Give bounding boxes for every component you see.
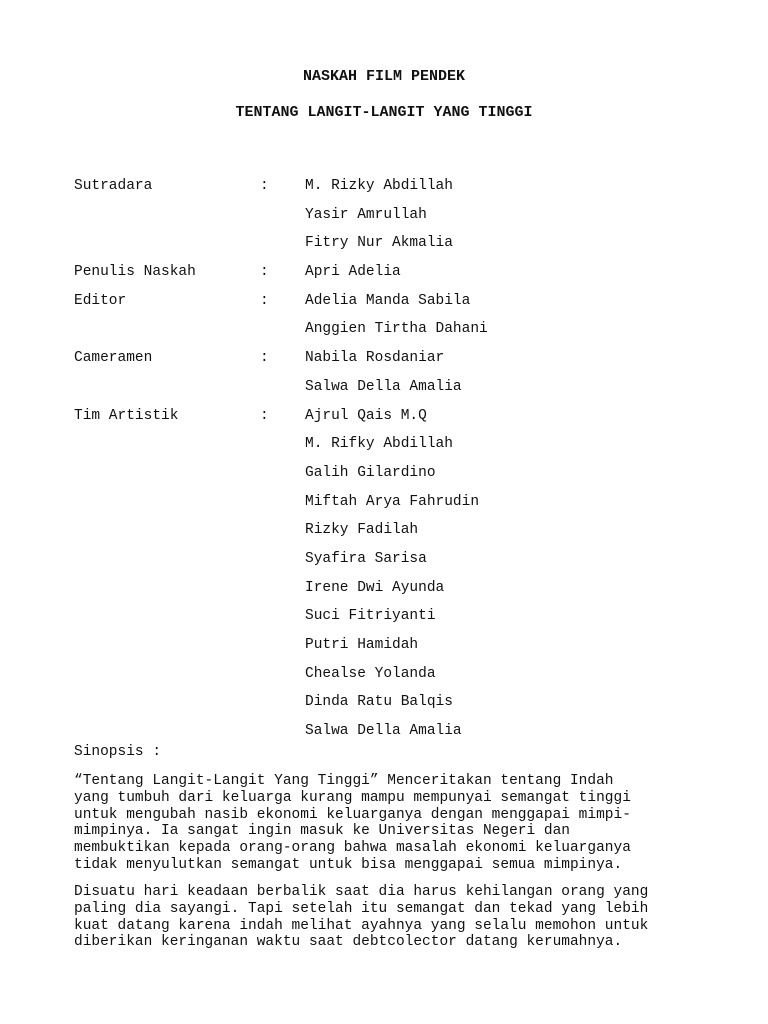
- credit-name: Apri Adelia: [305, 264, 401, 281]
- credit-name: Adelia Manda Sabila: [305, 292, 471, 309]
- credit-role: Tim Artistik: [74, 407, 179, 424]
- credit-row: [74, 287, 714, 316]
- credit-role: [74, 201, 260, 230]
- credit-name: Ajrul Qais M.Q: [305, 407, 427, 424]
- credit-row: [74, 344, 714, 373]
- credit-separator: [260, 459, 305, 488]
- credit-row: [74, 402, 714, 431]
- credit-role: [74, 430, 260, 459]
- credit-row: [74, 545, 714, 574]
- credit-separator: :: [260, 178, 269, 194]
- credit-name: Salwa Della Amalia: [305, 723, 462, 740]
- document-title: NASKAH FILM PENDEK: [302, 68, 466, 85]
- credit-separator: [260, 430, 305, 459]
- credit-separator: [260, 315, 305, 344]
- synopsis-paragraph-2: Disuatu hari keadaan berbalik saat dia harus kehilangan orang yang paling dia sayangi. Tapi setelah itu semangat dan tekad yang lebih kuat datang karena indah melihat ayahnya yang selalu memohon untuk diberikan keringanan waktu saat debtcolector datang kerumahnya.: [74, 884, 649, 951]
- credit-row: [74, 488, 714, 517]
- credit-separator: :: [260, 407, 269, 424]
- credit-name: Suci Fitriyanti: [305, 608, 436, 625]
- credit-name: Putri Hamidah: [305, 637, 419, 653]
- credit-row: [74, 201, 714, 230]
- credit-separator: :: [260, 292, 269, 309]
- credit-role: [74, 488, 260, 517]
- synopsis-paragraph-1: “Tentang Langit-Langit Yang Tinggi” Menceritakan tentang Indah yang tumbuh dari keluarga kurang mampu mempunyai semangat tinggi untuk mengubah nasib ekonomi keluarganya dengan menggapai mimpi- mimpinya. Ia sangat ingin masuk ke Universitas Negeri dan membuktikan kepada orang-orang bahwa masalah ekonomi keluarganya tidak menyulutkan semangat untuk bisa menggapai semua mimpinya.: [74, 773, 631, 873]
- credit-name: M. Rizky Abdillah: [305, 178, 453, 194]
- credit-role: [74, 545, 260, 574]
- credit-row: [74, 516, 714, 545]
- credit-separator: [260, 631, 305, 660]
- credit-separator: [260, 488, 305, 517]
- credit-row: [74, 660, 714, 689]
- credit-row: [74, 172, 714, 201]
- credit-role: [74, 459, 260, 488]
- credit-separator: :: [260, 264, 269, 281]
- credit-separator: [260, 545, 305, 574]
- credit-role: Sutradara: [74, 178, 153, 194]
- credit-role: [74, 516, 260, 545]
- credit-name: Syafira Sarisa: [305, 550, 427, 567]
- credit-separator: [260, 229, 305, 258]
- credit-separator: [260, 201, 305, 230]
- credit-name: Dinda Ratu Balqis: [305, 694, 453, 711]
- credit-separator: [260, 660, 305, 689]
- credit-row: [74, 688, 714, 717]
- credit-row: [74, 602, 714, 631]
- credit-role: [74, 574, 260, 603]
- credit-row: [74, 717, 714, 746]
- credit-name: Anggien Tirtha Dahani: [305, 321, 488, 338]
- credit-role: [74, 229, 260, 258]
- synopsis-label: Sinopsis :: [74, 744, 162, 760]
- credit-role: [74, 688, 260, 717]
- credit-separator: :: [260, 350, 269, 367]
- credit-role: [74, 602, 260, 631]
- credit-role: Editor: [74, 292, 127, 309]
- credit-name: Nabila Rosdaniar: [305, 350, 445, 367]
- credit-name: Salwa Della Amalia: [305, 378, 462, 395]
- credit-row: [74, 574, 714, 603]
- credit-separator: [260, 574, 305, 603]
- credit-separator: [260, 373, 305, 402]
- credit-role: [74, 660, 260, 689]
- credit-name: Rizky Fadilah: [305, 522, 419, 539]
- credit-role: [74, 631, 260, 660]
- credit-role: [74, 315, 260, 344]
- credit-role: Cameramen: [74, 350, 153, 367]
- credit-name: Fitry Nur Akmalia: [305, 235, 453, 252]
- credit-name: Galih Gilardino: [305, 464, 436, 481]
- credit-separator: [260, 516, 305, 545]
- credit-separator: [260, 717, 305, 746]
- credit-separator: [260, 602, 305, 631]
- credit-row: [74, 430, 714, 459]
- credit-role: Penulis Naskah: [74, 264, 196, 281]
- credit-name: M. Rifky Abdillah: [305, 436, 453, 453]
- credit-separator: [260, 688, 305, 717]
- credit-row: [74, 229, 714, 258]
- credit-role: [74, 373, 260, 402]
- credit-name: Miftah Arya Fahrudin: [305, 493, 480, 510]
- credit-name: Chealse Yolanda: [305, 665, 436, 682]
- film-title: TENTANG LANGIT-LANGIT YANG TINGGI: [235, 104, 533, 121]
- credit-name: Yasir Amrullah: [305, 206, 427, 223]
- credit-row: [74, 459, 714, 488]
- credit-row: [74, 258, 714, 287]
- credit-row: [74, 315, 714, 344]
- credit-row: [74, 373, 714, 402]
- credits-list: [74, 172, 714, 746]
- credit-role: [74, 717, 260, 746]
- credit-name: Irene Dwi Ayunda: [305, 579, 445, 596]
- credit-row: [74, 631, 714, 660]
